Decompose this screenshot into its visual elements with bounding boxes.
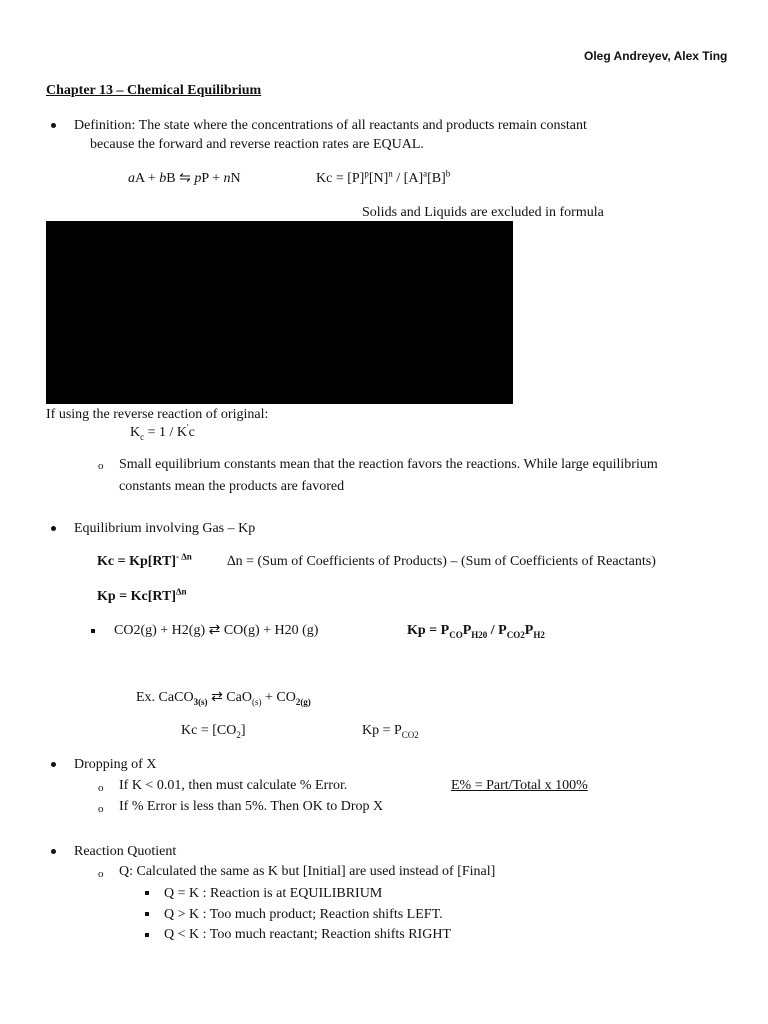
gas-heading: Equilibrium involving Gas – Kp	[74, 521, 256, 536]
reverse-reaction-intro: If using the reverse reaction of original:	[46, 407, 269, 422]
delta-n-definition: ∆n = (Sum of Coefficients of Products) – (Sum of Coefficients of Reactants)	[227, 554, 656, 569]
square-bullet-icon	[145, 912, 149, 916]
bullet-icon	[51, 123, 56, 128]
general-equation: aA + bB ⇋ pP + nN	[128, 171, 241, 186]
kp-kc-relation: Kp = Kc[RT]$^{\Delta n}$	[97, 586, 187, 604]
quotient-item: Q = K : Reaction is at EQUILIBRIUM	[164, 886, 383, 901]
square-bullet-icon	[145, 891, 149, 895]
gas-kp-expression: $Kp = P_{CO}P_{H20} / P_{CO2}P_{H2}$	[407, 623, 545, 640]
quotient-definition: Q: Calculated the same as K but [Initial] are used instead of [Final]	[119, 864, 496, 879]
kc-kp-relation: Kc = Kp[RT]$^{- \Delta n}$	[97, 551, 192, 569]
open-bullet-icon: o	[98, 803, 104, 815]
dropping-item-2: If % Error is less than 5%. Then OK to Drop X	[119, 799, 384, 814]
quotient-item: Q > K : Too much product; Reaction shifts LEFT.	[164, 907, 443, 922]
small-constants-line-2: constants mean the products are favored	[119, 479, 345, 494]
square-bullet-icon	[145, 933, 149, 937]
gas-reaction: CO2(g) + H2(g) ⇄ CO(g) + H20 (g)	[114, 623, 319, 638]
definition-line-1: Definition: The state where the concentrations of all reactants and products remain constant	[74, 118, 587, 133]
solids-note: Solids and Liquids are excluded in formula	[362, 205, 604, 220]
bullet-icon	[51, 762, 56, 767]
dropping-heading: Dropping of X	[74, 757, 157, 772]
open-bullet-icon: o	[98, 460, 104, 472]
small-constants-line-1: Small equilibrium constants mean that the reaction favors the reactions. While large equilibrium	[119, 457, 658, 472]
reverse-kc-formula: $K_c = 1 / K'c$	[130, 422, 195, 442]
chapter-title: Chapter 13 – Chemical Equilibrium	[46, 83, 262, 98]
quotient-item: Q < K : Too much reactant; Reaction shifts RIGHT	[164, 927, 451, 942]
example-reaction: Ex. CaCO$_{3(s)}$ ⇄ $CaO_{(s)} + CO_{2(g)}$	[136, 690, 311, 707]
example-kc: $Kc = [CO_2]$	[181, 723, 246, 740]
dropping-item-1: If K < 0.01, then must calculate % Error.	[119, 778, 348, 793]
open-bullet-icon: o	[98, 782, 104, 794]
quotient-heading: Reaction Quotient	[74, 844, 177, 859]
square-bullet-icon	[91, 629, 95, 633]
open-bullet-icon: o	[98, 868, 104, 880]
definition-line-2: because the forward and reverse reaction rates are EQUAL.	[90, 137, 424, 152]
redacted-image-block	[46, 221, 513, 404]
kc-expression: $Kc = [P]^p[N]^n / [A]^a[B]^b$	[316, 168, 451, 186]
bullet-icon	[51, 849, 56, 854]
bullet-icon	[51, 526, 56, 531]
document-authors: Oleg Andreyev, Alex Ting	[584, 49, 728, 63]
example-kp: $Kp = P_{CO2}$	[362, 723, 419, 740]
percent-error-formula: E% = Part/Total x 100%	[451, 778, 588, 793]
